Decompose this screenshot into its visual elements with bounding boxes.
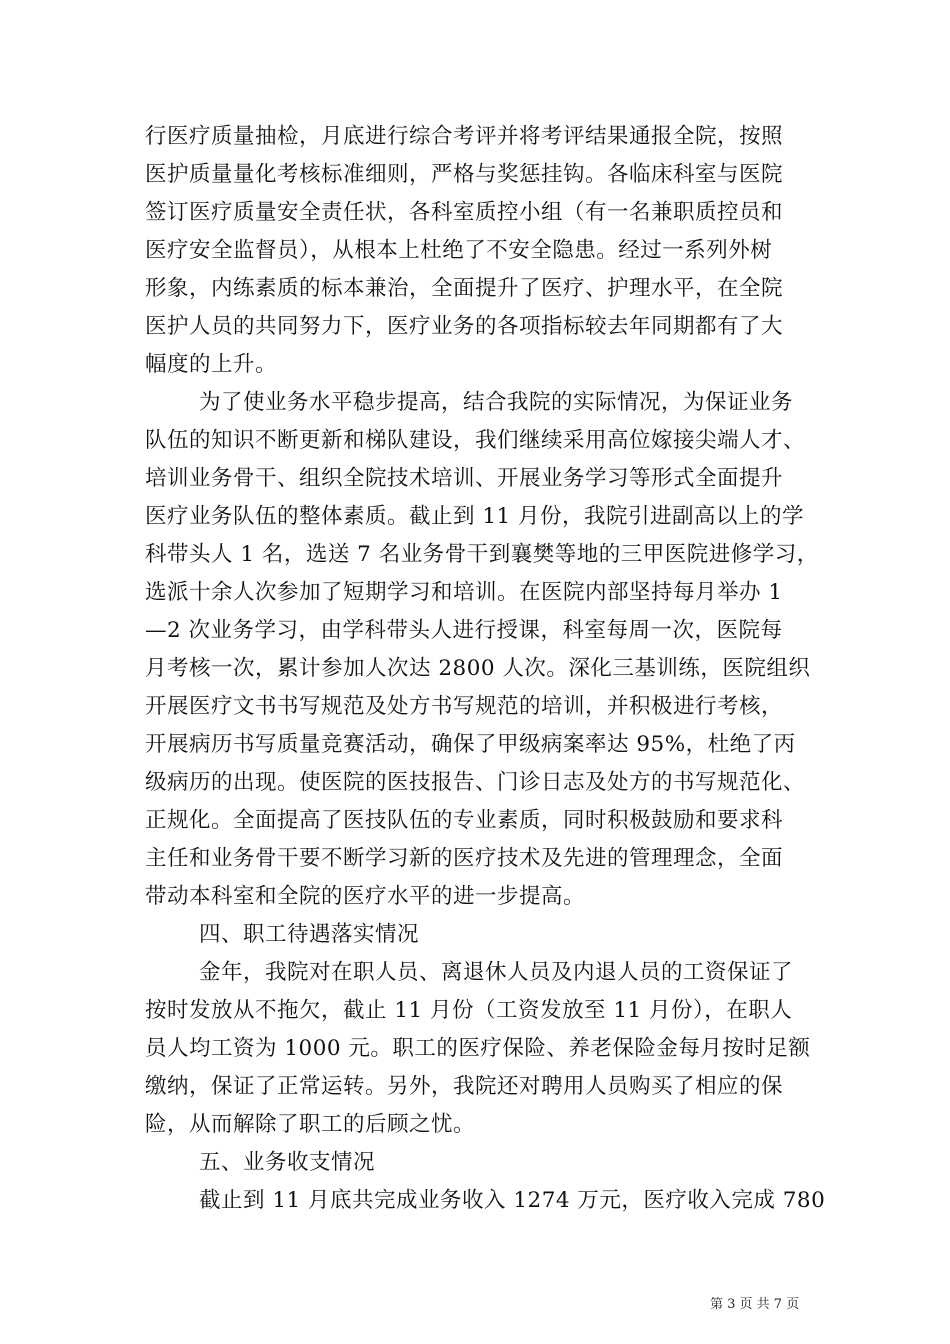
- text-line: 行医疗质量抽检，月底进行综合考评并将考评结果通报全院，按照: [145, 124, 784, 149]
- text-line: 缴纳，保证了正常运转。另外，我院还对聘用人员购买了相应的保: [145, 1074, 784, 1099]
- text-line: 选派十余人次参加了短期学习和培训。在医院内部坚持每月举办 1: [145, 580, 783, 605]
- text-line: 带动本科室和全院的医疗水平的进一步提高。: [145, 884, 586, 909]
- text-line: 幅度的上升。: [145, 352, 278, 377]
- text-line: 开展医疗文书书写规范及处方书写规范的培训，并积极进行考核，: [145, 694, 784, 719]
- text-line: —2 次业务学习，由学科带头人进行授课，科室每周一次，医院每: [145, 618, 783, 643]
- section-heading-4: 四、职工待遇落实情况: [199, 922, 420, 947]
- text-line: 主任和业务骨干要不断学习新的医疗技术及先进的管理理念，全面: [145, 846, 784, 871]
- text-line: 按时发放从不拖欠，截止 11 月份（工资发放至 11 月份），在职人: [145, 998, 793, 1023]
- paragraph-start-line: 为了使业务水平稳步提高，结合我院的实际情况，为保证业务: [199, 390, 794, 415]
- section-heading-5: 五、业务收支情况: [199, 1150, 376, 1175]
- text-line: 级病历的出现。使医院的医技报告、门诊日志及处方的书写规范化、: [145, 770, 806, 795]
- text-line: 形象，内练素质的标本兼治，全面提升了医疗、护理水平，在全院: [145, 276, 784, 301]
- text-line: 培训业务骨干、组织全院技术培训、开展业务学习等形式全面提升: [145, 466, 784, 491]
- text-line: 医护质量量化考核标准细则，严格与奖惩挂钩。各临床科室与医院: [145, 162, 784, 187]
- page-number-footer: 第 3 页 共 7 页: [710, 1297, 800, 1312]
- text-line: 科带头人 1 名，选送 7 名业务骨干到襄樊等地的三甲医院进修学习，: [145, 542, 819, 567]
- text-line: 险，从而解除了职工的后顾之忧。: [145, 1112, 476, 1137]
- text-line: 队伍的知识不断更新和梯队建设，我们继续采用高位嫁接尖端人才、: [145, 428, 806, 453]
- text-line: 医疗安全监督员），从根本上杜绝了不安全隐患。经过一系列外树: [145, 238, 773, 263]
- text-line: 月考核一次，累计参加人次达 2800 人次。深化三基训练，医院组织: [145, 656, 811, 681]
- text-line: 医疗业务队伍的整体素质。截止到 11 月份，我院引进副高以上的学: [145, 504, 805, 529]
- text-line: 员人均工资为 1000 元。职工的医疗保险、养老保险金每月按时足额: [145, 1036, 811, 1061]
- paragraph-start-line: 金年，我院对在职人员、离退休人员及内退人员的工资保证了: [199, 960, 794, 985]
- paragraph-start-line: 截止到 11 月底共完成业务收入 1274 万元，医疗收入完成 780: [199, 1188, 826, 1213]
- text-line: 开展病历书写质量竞赛活动，确保了甲级病案率达 95%，杜绝了丙: [145, 732, 796, 757]
- text-line: 医护人员的共同努力下，医疗业务的各项指标较去年同期都有了大: [145, 314, 784, 339]
- text-line: 签订医疗质量安全责任状，各科室质控小组（有一名兼职质控员和: [145, 200, 784, 225]
- text-line: 正规化。全面提高了医技队伍的专业素质，同时积极鼓励和要求科: [145, 808, 784, 833]
